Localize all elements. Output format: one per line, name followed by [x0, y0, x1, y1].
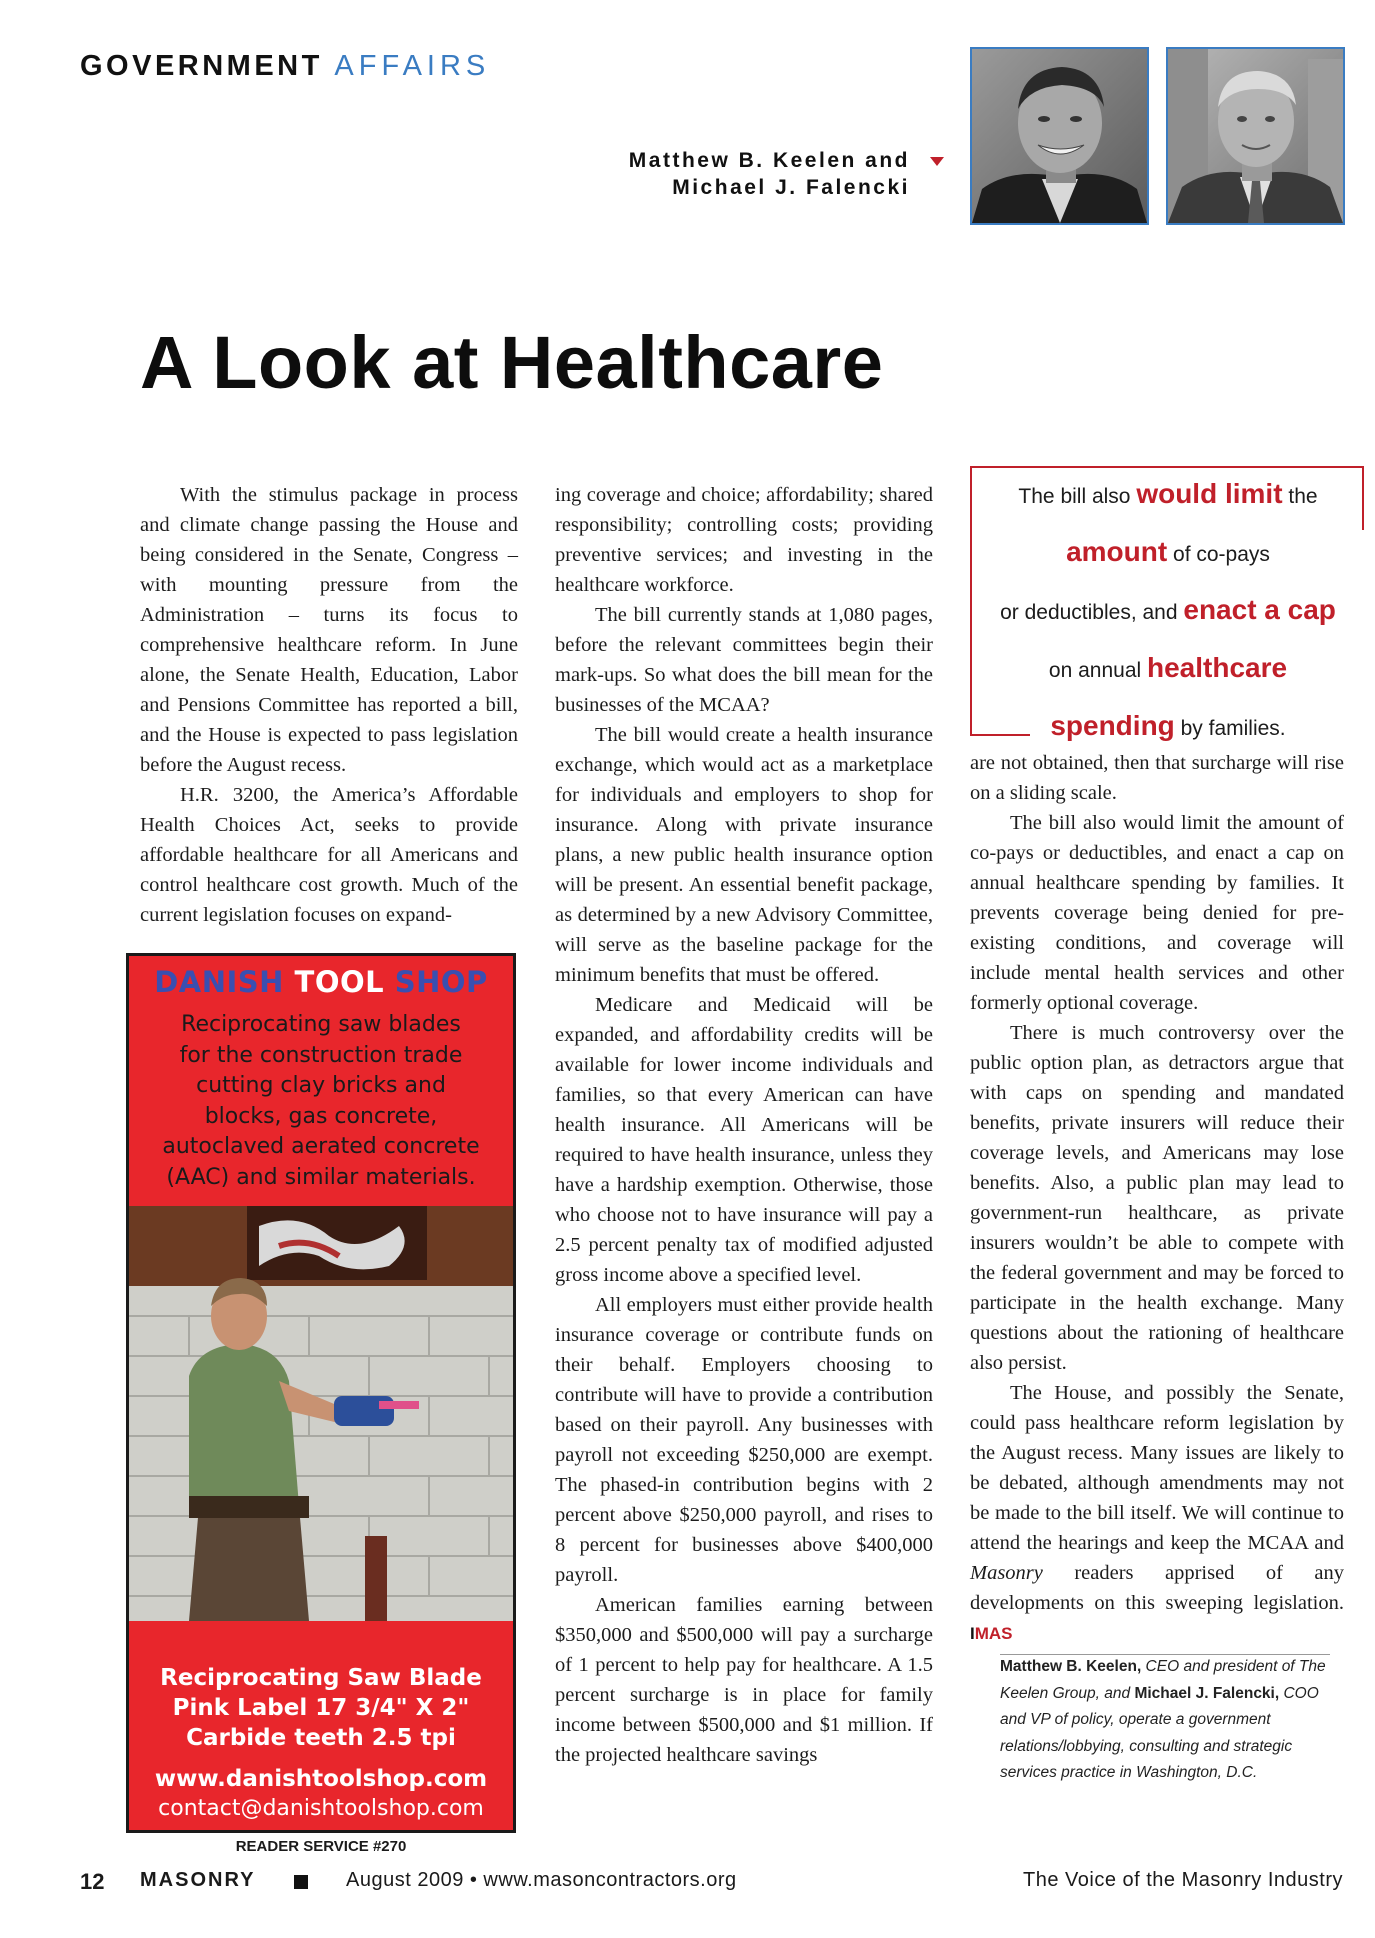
ad-photo-worker-cutting-block: [129, 1206, 513, 1621]
footer-square-icon: [294, 1875, 308, 1889]
pullquote-line: on annual healthcare: [1048, 652, 1288, 683]
paragraph: With the stimulus package in process and climate change passing the House and being considered in the Senate, Congress – with mounting pressure from the Administration – turns its focus to comprehensive healthcare reform. In June alone, the Senate Health, Education, Labor and Pensions Committee has reported a bill, and the House is expected to pass legislation before the August recess.: [140, 484, 518, 776]
footer-tagline: The Voice of the Masonry Industry: [1023, 1869, 1343, 1891]
headline: A Look at Healthcare: [140, 321, 884, 404]
article-column-2: [555, 480, 933, 1770]
paragraph: American families earning between $350,000 and $500,000 will pay a surcharge of 1 percent to help pay for healthcare. A 1.5 percent surcharge is in place for family income between $500,000 and $1 million. If the projected healthcare savings: [555, 1594, 933, 1766]
ad-line: (AAC) and similar materials.: [166, 1164, 476, 1190]
paragraph: ing coverage and choice; affordability; shared responsibility; controlling costs; providing preventive services; and investing in the healthcare workforce.: [555, 484, 933, 596]
end-mark: IMAS: [970, 1624, 1013, 1643]
bio-name-1: Matthew B. Keelen,: [1000, 1658, 1142, 1675]
pull-quote: [978, 466, 1358, 741]
ad-product-line: Pink Label 17 3/4" X 2": [172, 1695, 470, 1721]
issue-info: August 2009 • www.masoncontractors.org: [346, 1869, 737, 1891]
bio-name-2: Michael J. Falencki,: [1134, 1684, 1280, 1702]
byline-marker-icon: [930, 157, 944, 166]
reader-service-number: READER SERVICE #270: [235, 1838, 407, 1855]
pullquote-rule-right: [1362, 466, 1364, 530]
section-label-word-2: AFFAIRS: [334, 50, 491, 82]
ad-description: [129, 1010, 513, 1193]
pullquote-line: or deductibles, and enact a cap: [1000, 594, 1336, 625]
ad-email-link[interactable]: contact@danishtoolshop.com: [158, 1796, 484, 1821]
ad-website-link[interactable]: www.danishtoolshop.com: [154, 1766, 488, 1792]
byline-line-1: Matthew B. Keelen and: [628, 149, 910, 172]
pullquote-line: amount of co-pays: [1066, 536, 1270, 567]
ad-brand-part-2: TOOL: [294, 965, 385, 999]
ad-line: cutting clay bricks and: [196, 1073, 446, 1098]
page-number: 12: [80, 1869, 105, 1894]
section-label-word-1: GOVERNMENT: [80, 50, 323, 82]
pullquote-rule-left: [970, 466, 972, 736]
ad-line: blocks, gas concrete,: [204, 1103, 438, 1129]
paragraph: The bill currently stands at 1,080 pages, before the relevant committees begin their mark-ups. So what does the bill mean for the businesses of the MCAA?: [555, 604, 933, 716]
pullquote-line: spending by families.: [1050, 710, 1286, 741]
ad-product-line: Carbide teeth 2.5 tpi: [186, 1725, 456, 1751]
ad-product-info: [129, 1663, 513, 1753]
paragraph: There is much controversy over the public option plan, as detractors argue that with caps on spending and mandated benefits, private insurers will reduce their coverage levels, and Americans may lose benefits. Also, a public plan may lead to government-run healthcare, as private insurers wouldn’t be able to compete with the federal government and may be forced to participate in the health exchange. Many questions about the rationing of healthcare also persist.: [970, 1022, 1344, 1374]
paragraph: Medicare and Medicaid will be expanded, and affordability credits will be available for lower income individuals and families, so that every American can have health insurance. All Americans will be required to have health insurance, unless they have a hardship exemption. Otherwise, those who choose not to have insurance will pay a 2.5 percent penalty tax of modified adjusted gross income above a specified level.: [555, 994, 933, 1286]
section-label: [80, 50, 490, 83]
paragraph: are not obtained, then that surcharge will rise on a sliding scale.: [970, 752, 1344, 804]
magazine-name: MASONRY: [140, 1869, 256, 1891]
article-column-3: [970, 748, 1344, 1649]
ad-brand-part-1: DANISH: [154, 965, 284, 999]
author-photo-keelen: [970, 47, 1149, 225]
ad-line: Reciprocating saw blades: [181, 1012, 461, 1037]
danish-tool-shop-ad[interactable]: [126, 953, 516, 1833]
paragraph: The bill would create a health insurance exchange, which would act as a marketplace for individuals and employers to shop for insurance. Along with private insurance plans, a new public health insurance option will be present. An essential benefit package, as determined by a new Advisory Committee, will serve as the baseline package for the minimum benefits that must be offered.: [555, 724, 933, 986]
ad-line: for the construction trade: [179, 1042, 463, 1068]
byline-line-2: Michael J. Falencki: [672, 176, 910, 199]
author-photo-falencki: [1166, 47, 1345, 225]
paragraph: The bill also would limit the amount of co-pays or deductibles, and enact a cap on annual healthcare spending by families. It prevents coverage being denied for pre-existing conditions, and coverage will include mental health services and other formerly optional coverage.: [970, 812, 1344, 1014]
paragraph: All employers must either provide health insurance coverage or contribute funds on their behalf. Employers choosing to contribute will have to provide a contribution based on their payroll. Any businesses with payroll not exceeding $250,000 are exempt. The phased-in contribution begins with 2 percent above $250,000 payroll, and rises to 8 percent for businesses above $400,000 payroll.: [555, 1294, 933, 1586]
paragraph: The House, and possibly the Senate, could pass healthcare reform legislation by the August recess. Many issues are likely to be debated, although amendments may not be made to the bill itself. We will continue to attend the hearings and keep the MCAA and Masonry readers apprised of any developments on this sweeping legislation. IMAS: [970, 1382, 1344, 1643]
ad-line: autoclaved aerated concrete: [162, 1134, 480, 1159]
pullquote-line: The bill also would limit the: [1018, 478, 1318, 509]
paragraph: H.R. 3200, the America’s Affordable Health Choices Act, seeks to provide affordable healthcare for all Americans and control healthcare cost growth. Much of the current legislation focuses on expand-: [140, 784, 518, 926]
article-column-1: [140, 480, 518, 930]
author-bio: Matthew B. Keelen, CEO and president of The Keelen Group, and Michael J. Falencki, COO and VP of policy, operate a government relations/lobbying, consulting and strategic services practice in Washington, D.C.: [1000, 1658, 1326, 1781]
ad-brand-part-3: SHOP: [394, 965, 488, 999]
ad-brand: [129, 965, 513, 999]
byline: [629, 147, 910, 201]
ad-product-line: Reciprocating Saw Blade: [160, 1665, 482, 1691]
